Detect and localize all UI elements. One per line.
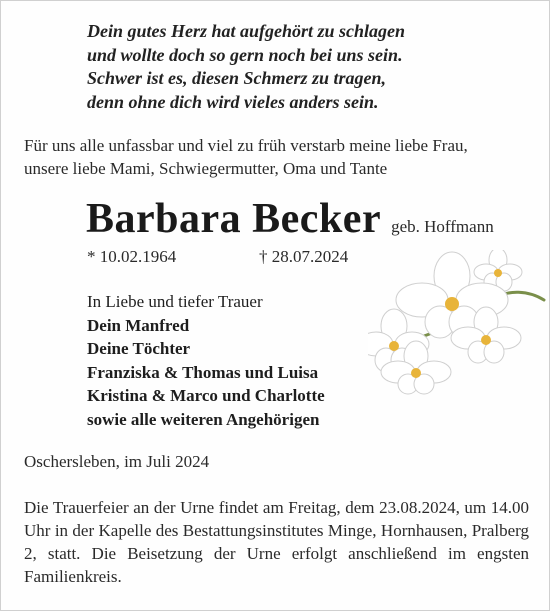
poem-line: Dein gutes Herz hat aufgehört zu schlagen [87,21,406,41]
mourner-name: Dein Manfred [87,315,190,335]
orchid-icon [368,250,546,400]
mourner-name: Franziska & Thomas und Luisa [87,362,319,382]
life-dates [87,247,387,267]
poem-line: denn ohne dich wird vieles anders sein. [87,91,379,112]
place-date: Oschersleben, im Juli 2024 [24,452,210,471]
poem-line: und wollte doch so gern noch bei uns sein. [87,44,403,65]
poem [87,20,467,114]
mourners-lead: In Liebe und tiefer Trauer [87,292,263,311]
death-date: † 28.07.2024 [259,247,349,266]
intro-text [24,134,529,180]
deceased-name: Barbara Becker [86,196,382,242]
mourner-name: sowie alle weiteren Angehörigen [87,409,320,429]
deceased-name-row [86,195,531,243]
mourner-name: Kristina & Marco und Charlotte [87,386,325,405]
maiden-name: geb. Hoffmann [391,217,494,236]
poem-line: Schwer ist es, diesen Schmerz zu tragen, [87,68,387,88]
funeral-info: Die Trauerfeier an der Urne findet am Freitag, dem 23.08.2024, um 14.00 Uhr in der Kapelle des Bestattungsinstitutes Minge, Hornhausen, Pralberg 2, statt. Die Beisetzung der Urne erfolgt anschließend im engsten Familienkreis. [24,498,529,586]
intro-line: unsere liebe Mami, Schwiegermutter, Oma und Tante [24,159,388,178]
intro-line: Für uns alle unfassbar und viel zu früh verstarb meine liebe Frau, [24,136,468,155]
birth-date: * 10.02.1964 [87,247,177,266]
mourners-block [87,290,387,431]
mourner-name: Deine Töchter [87,339,191,358]
